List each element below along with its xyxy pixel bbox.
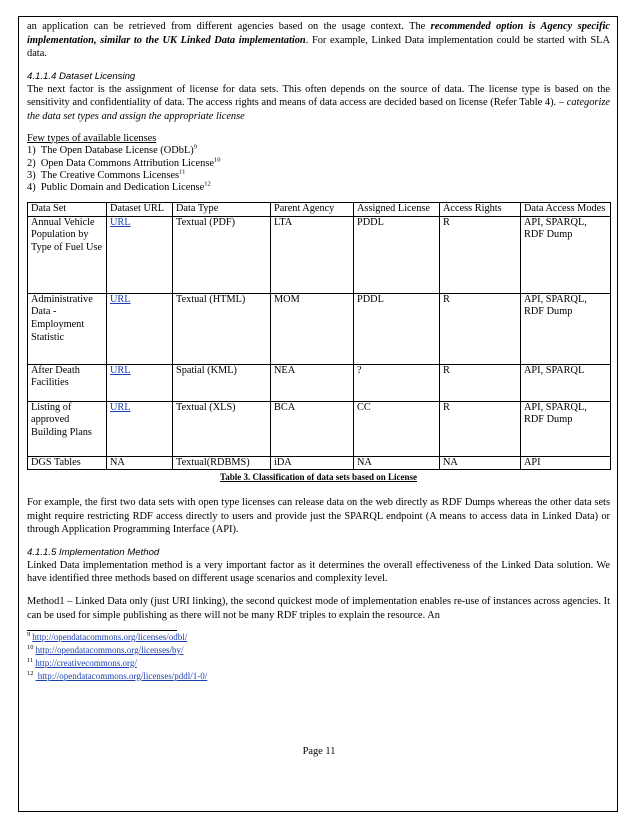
footnote-link[interactable]: http://opendatacommons.org/licenses/pddl/1-0/	[35, 670, 208, 681]
cell-url	[107, 364, 173, 401]
license-list-title: Few types of available licenses	[27, 132, 157, 144]
cell-access-modes: API	[521, 456, 611, 470]
dataset-url-link[interactable]: URL	[110, 293, 131, 305]
footnote: $^{10}$ http://opendatacommons.org/licenses/by/	[27, 643, 184, 655]
cell-agency: iDA	[271, 456, 354, 470]
footnote: $^9$ http://opendatacommons.org/licenses/odbl/	[27, 631, 188, 643]
table-header-row	[28, 202, 611, 216]
cell-data-type: Textual (HTML)	[173, 293, 271, 364]
cell-data-type: Textual (XLS)	[173, 401, 271, 456]
list-item: 2) Open Data Commons Attribution License$^{10}$	[27, 156, 221, 169]
cell-data-set: DGS Tables	[28, 456, 107, 470]
cell-license: ?	[354, 364, 440, 401]
list-item: 1) The Open Database License (ODbL)$^9$	[27, 143, 198, 157]
cell-access-modes: API, SPARQL, RDF Dump	[521, 401, 611, 456]
cell-access-rights: R	[440, 293, 521, 364]
implementation-paragraph: Linked Data implementation method is a very important factor as it determines the overall effectiveness of the Linked Data solution. We have identified three methods based on different usage scenarios and complexity level.	[27, 559, 610, 585]
cell-access-modes: API, SPARQL	[521, 364, 611, 401]
section-heading-implementation-method: 4.1.1.5 Implementation Method	[27, 546, 160, 558]
footnote-link[interactable]: http://opendatacommons.org/licenses/odbl/	[32, 632, 188, 643]
cell-url	[107, 293, 173, 364]
table-caption: Table 3. Classification of data sets based on License	[220, 472, 417, 483]
cell-agency: NEA	[271, 364, 354, 401]
footnote-link[interactable]: http://creativecommons.org/	[35, 657, 137, 668]
cell-access-modes: API, SPARQL, RDF Dump	[521, 216, 611, 293]
cell-agency: BCA	[271, 401, 354, 456]
intro-paragraph: an application can be retrieved from different agencies based on the usage context. The recommended option is Agency specific implementation, similar to the UK Linked Data implementation. For example, Linked Data implementation could be started with SLA data.	[27, 21, 610, 60]
cell-access-modes: API, SPARQL, RDF Dump	[521, 293, 611, 364]
cell-license: PDDL	[354, 216, 440, 293]
dataset-url-link[interactable]: URL	[110, 401, 131, 413]
cell-agency: MOM	[271, 293, 354, 364]
license-list	[27, 145, 610, 195]
header-cell: Dataset URL	[107, 202, 173, 216]
cell-data-set: After Death Facilities	[28, 364, 107, 401]
cell-url	[107, 216, 173, 293]
cell-access-rights: R	[440, 401, 521, 456]
cell-url: NA	[107, 456, 173, 470]
cell-license: CC	[354, 401, 440, 456]
page-number: Page 11	[302, 746, 336, 757]
section-heading-dataset-licensing: 4.1.1.4 Dataset Licensing	[27, 70, 136, 82]
table-row	[28, 401, 611, 456]
cell-agency: LTA	[271, 216, 354, 293]
table-row	[28, 456, 611, 470]
dataset-url-link[interactable]: URL	[110, 364, 131, 376]
cell-data-set: Administrative Data - Employment Statistic	[28, 293, 107, 364]
footnote: $^{12}$ http://opendatacommons.org/licenses/pddl/1-0/	[27, 669, 208, 681]
list-item: 4) Public Domain and Dedication License$^{12}$	[27, 180, 211, 194]
table-row	[28, 364, 611, 401]
footnote: $^{11}$ http://creativecommons.org/	[27, 656, 137, 668]
cell-data-type: Textual (PDF)	[173, 216, 271, 293]
footnote-link[interactable]: http://opendatacommons.org/licenses/by/	[35, 644, 184, 655]
table-row	[28, 293, 611, 364]
cell-data-type: Spatial (KML)	[173, 364, 271, 401]
cell-access-rights: R	[440, 364, 521, 401]
footnotes	[27, 631, 610, 682]
header-cell: Data Type	[173, 202, 271, 216]
page-frame	[18, 16, 618, 812]
list-item: 3) The Creative Commons Licenses$^{11}$	[27, 168, 186, 181]
example-paragraph: For example, the first two data sets with open type licenses can release data on the web directly as RDF Dumps whereas the other data sets might require restricting RDF access directly to users and provide just the SPARQL endpoint (A means to access data in Linked Data) or through Application Programming Interface (API).	[27, 496, 610, 536]
cell-access-rights: R	[440, 216, 521, 293]
header-cell: Parent Agency	[271, 202, 354, 216]
header-cell: Access Rights	[440, 202, 521, 216]
cell-license: PDDL	[354, 293, 440, 364]
cell-data-set: Annual Vehicle Population by Type of Fuel Use	[28, 216, 107, 293]
header-cell: Assigned License	[354, 202, 440, 216]
cell-license: NA	[354, 456, 440, 470]
header-cell: Data Set	[28, 202, 107, 216]
dataset-url-link[interactable]: URL	[110, 216, 131, 228]
table-row	[28, 216, 611, 293]
cell-data-type: Textual(RDBMS)	[173, 456, 271, 470]
license-classification-table	[27, 202, 611, 471]
cell-data-set: Listing of approved Building Plans	[28, 401, 107, 456]
page-content	[27, 20, 610, 682]
license-paragraph: The next factor is the assignment of license for data sets. This often depends on the source of data. The license type is based on the sensitivity and confidentiality of data. The access rights and means of data access are decided based on license (Refer Table 4). – categorize the data set types and assign the appropriate license	[27, 83, 610, 122]
cell-access-rights: NA	[440, 456, 521, 470]
method1-paragraph: Method1 – Linked Data only (just URI linking), the second quickest mode of implementation enables re-use of instances across agencies. It can be used for simple publishing as there will not be many RDF triples to explain the resource. An	[27, 595, 610, 621]
header-cell: Data Access Modes	[521, 202, 611, 216]
cell-url	[107, 401, 173, 456]
